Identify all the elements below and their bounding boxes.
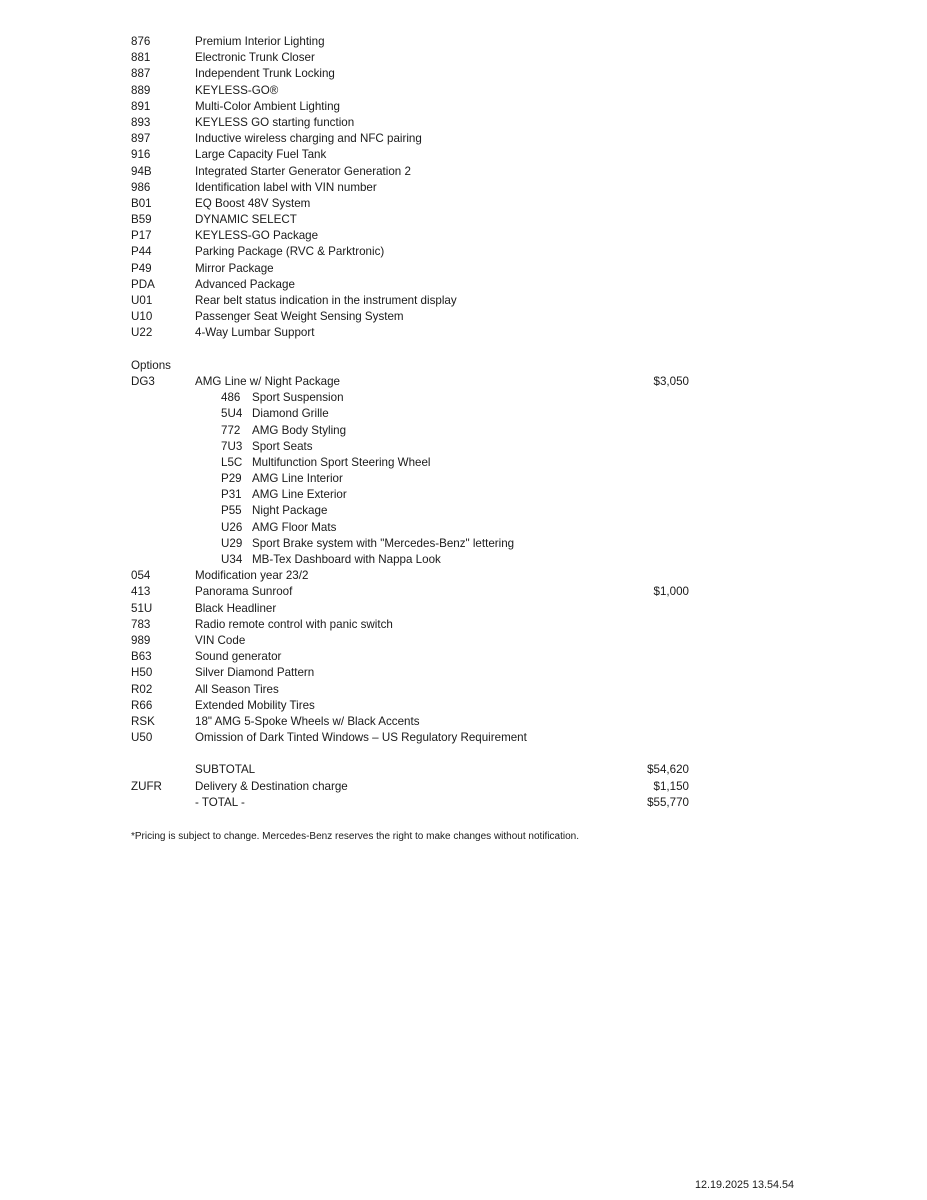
item-description: KEYLESS-GO Package — [195, 229, 319, 243]
item-code: R66 — [131, 698, 153, 712]
print-timestamp: 12.19.2025 13.54.54 — [695, 1179, 795, 1191]
item-code: 891 — [131, 99, 151, 113]
item-description: VIN Code — [195, 633, 246, 647]
option-row — [131, 261, 691, 277]
item-description: Identification label with VIN number — [195, 180, 377, 194]
item-price: $1,000 — [653, 585, 689, 599]
item-code: 916 — [131, 148, 151, 162]
item-code: 986 — [131, 180, 151, 194]
item-code: P55 — [221, 504, 242, 518]
item-description: 18" AMG 5-Spoke Wheels w/ Black Accents — [195, 714, 420, 728]
item-code: 5U4 — [221, 407, 243, 421]
item-code: U10 — [131, 310, 153, 324]
option-row — [131, 293, 691, 309]
item-description: Large Capacity Fuel Tank — [195, 148, 327, 162]
item-code: P49 — [131, 261, 152, 275]
item-description: Omission of Dark Tinted Windows – US Regulatory Requirement — [195, 731, 527, 745]
package-subitem — [131, 503, 691, 519]
item-description: Night Package — [252, 504, 328, 518]
item-code: RSK — [131, 714, 155, 728]
item-description: Modification year 23/2 — [195, 569, 309, 583]
option-row — [131, 617, 691, 633]
option-row — [131, 698, 691, 714]
item-code: 989 — [131, 633, 151, 647]
item-description: AMG Body Styling — [252, 423, 347, 437]
total-row — [131, 795, 691, 811]
subtotal-row — [131, 762, 691, 778]
item-code: P31 — [221, 488, 242, 502]
subtotal-value: $54,620 — [647, 763, 689, 777]
package-subitem — [131, 552, 691, 568]
option-row — [131, 131, 691, 147]
delivery-value: $1,150 — [653, 779, 689, 793]
item-description: Independent Trunk Locking — [195, 67, 335, 81]
item-code: 889 — [131, 83, 151, 97]
option-row — [131, 714, 691, 730]
item-description: Integrated Starter Generator Generation 2 — [195, 164, 411, 178]
item-code: 881 — [131, 51, 151, 65]
item-description: 4-Way Lumbar Support — [195, 326, 315, 340]
item-description: AMG Floor Mats — [252, 520, 337, 534]
item-code: 054 — [131, 569, 151, 583]
item-code: B63 — [131, 650, 152, 664]
item-code: U01 — [131, 294, 153, 307]
pricing-footnote: *Pricing is subject to change. Mercedes-Benz reserves the right to make changes without notification. — [131, 831, 580, 842]
option-row — [131, 212, 691, 228]
option-row — [131, 649, 691, 665]
option-row — [131, 147, 691, 163]
item-code: R02 — [131, 682, 153, 696]
item-description: Panorama Sunroof — [195, 585, 293, 599]
option-row — [131, 665, 691, 681]
package-subitem — [131, 536, 691, 552]
package-subitem — [131, 439, 691, 455]
item-description: Sport Seats — [252, 439, 313, 453]
item-description: Mirror Package — [195, 261, 274, 275]
option-row — [131, 99, 691, 115]
item-description: Multi-Color Ambient Lighting — [195, 99, 340, 113]
item-code: L5C — [221, 455, 243, 469]
item-description: Passenger Seat Weight Sensing System — [195, 310, 404, 324]
item-description: Extended Mobility Tires — [195, 698, 315, 712]
item-description: MB-Tex Dashboard with Nappa Look — [252, 553, 441, 566]
package-subitem — [131, 520, 691, 536]
item-description: DYNAMIC SELECT — [195, 213, 297, 227]
item-description: Diamond Grille — [252, 407, 329, 421]
option-row — [131, 277, 691, 293]
item-code: 897 — [131, 132, 151, 146]
package-subitem — [131, 423, 691, 439]
item-description: Electronic Trunk Closer — [195, 51, 315, 65]
item-code: P17 — [131, 229, 152, 243]
item-description: AMG Line w/ Night Package — [195, 374, 340, 388]
item-description: Radio remote control with panic switch — [195, 617, 393, 631]
item-code: 7U3 — [221, 439, 243, 453]
item-code: 876 — [131, 35, 151, 48]
item-description: Multifunction Sport Steering Wheel — [252, 455, 431, 469]
item-price: $3,050 — [653, 374, 689, 388]
option-row — [131, 83, 691, 99]
option-row — [131, 196, 691, 212]
item-description: Rear belt status indication in the instrument display — [195, 294, 457, 307]
item-code: 772 — [221, 423, 241, 437]
option-row — [131, 66, 691, 82]
option-row — [131, 601, 691, 617]
item-code: P44 — [131, 245, 152, 259]
item-description: KEYLESS-GO® — [195, 83, 279, 97]
option-row — [131, 682, 691, 698]
item-code: 893 — [131, 115, 151, 129]
option-row — [131, 228, 691, 244]
options-heading — [131, 358, 691, 374]
item-description: EQ Boost 48V System — [195, 196, 311, 210]
options-list — [131, 568, 691, 746]
item-description: AMG Line Interior — [252, 472, 343, 486]
item-code: H50 — [131, 666, 153, 680]
item-code: B01 — [131, 196, 152, 210]
item-code: 94B — [131, 164, 152, 178]
item-code: U22 — [131, 326, 153, 340]
option-row — [131, 584, 691, 600]
package-subitem — [131, 487, 691, 503]
item-description: KEYLESS GO starting function — [195, 115, 355, 129]
delivery-row — [131, 779, 691, 795]
item-description: Premium Interior Lighting — [195, 35, 325, 48]
option-row — [131, 115, 691, 131]
option-row — [131, 50, 691, 66]
item-description: Sport Suspension — [252, 391, 344, 405]
item-code: PDA — [131, 277, 155, 291]
option-row — [131, 244, 691, 260]
option-row — [131, 180, 691, 196]
item-code: 783 — [131, 617, 151, 631]
total-value: $55,770 — [647, 795, 689, 809]
item-code: U50 — [131, 731, 153, 745]
package-subitems — [131, 390, 691, 568]
options-heading-label: Options — [131, 358, 171, 372]
package-subitem — [131, 390, 691, 406]
item-code: U34 — [221, 553, 243, 566]
item-code: B59 — [131, 213, 152, 227]
delivery-label: Delivery & Destination charge — [195, 779, 348, 793]
package-subitem — [131, 406, 691, 422]
option-row — [131, 309, 691, 325]
item-description: Silver Diamond Pattern — [195, 666, 315, 680]
item-description: Inductive wireless charging and NFC pairing — [195, 132, 422, 146]
item-code: U26 — [221, 520, 243, 534]
total-label: - TOTAL - — [195, 795, 245, 809]
option-row — [131, 164, 691, 180]
item-code: 413 — [131, 585, 151, 599]
option-row — [131, 730, 691, 746]
item-description: All Season Tires — [195, 682, 279, 696]
option-list — [131, 34, 691, 811]
standard-equipment-list — [131, 34, 691, 342]
item-description: Sport Brake system with "Mercedes-Benz" lettering — [252, 536, 515, 550]
item-code: 486 — [221, 391, 241, 405]
item-description: Parking Package (RVC & Parktronic) — [195, 245, 385, 259]
delivery-code: ZUFR — [131, 779, 162, 793]
option-row — [131, 325, 691, 341]
item-code: P29 — [221, 472, 242, 486]
package-row — [131, 374, 691, 390]
item-description: AMG Line Exterior — [252, 488, 347, 502]
item-code: DG3 — [131, 374, 155, 388]
item-description: Black Headliner — [195, 601, 277, 615]
item-code: U29 — [221, 536, 243, 550]
option-row — [131, 633, 691, 649]
option-row — [131, 568, 691, 584]
option-row — [131, 34, 691, 50]
subtotal-label: SUBTOTAL — [195, 763, 256, 777]
package-subitem — [131, 455, 691, 471]
item-description: Advanced Package — [195, 277, 295, 291]
package-subitem — [131, 471, 691, 487]
item-description: Sound generator — [195, 650, 282, 664]
item-code: 887 — [131, 67, 151, 81]
item-code: 51U — [131, 601, 153, 615]
